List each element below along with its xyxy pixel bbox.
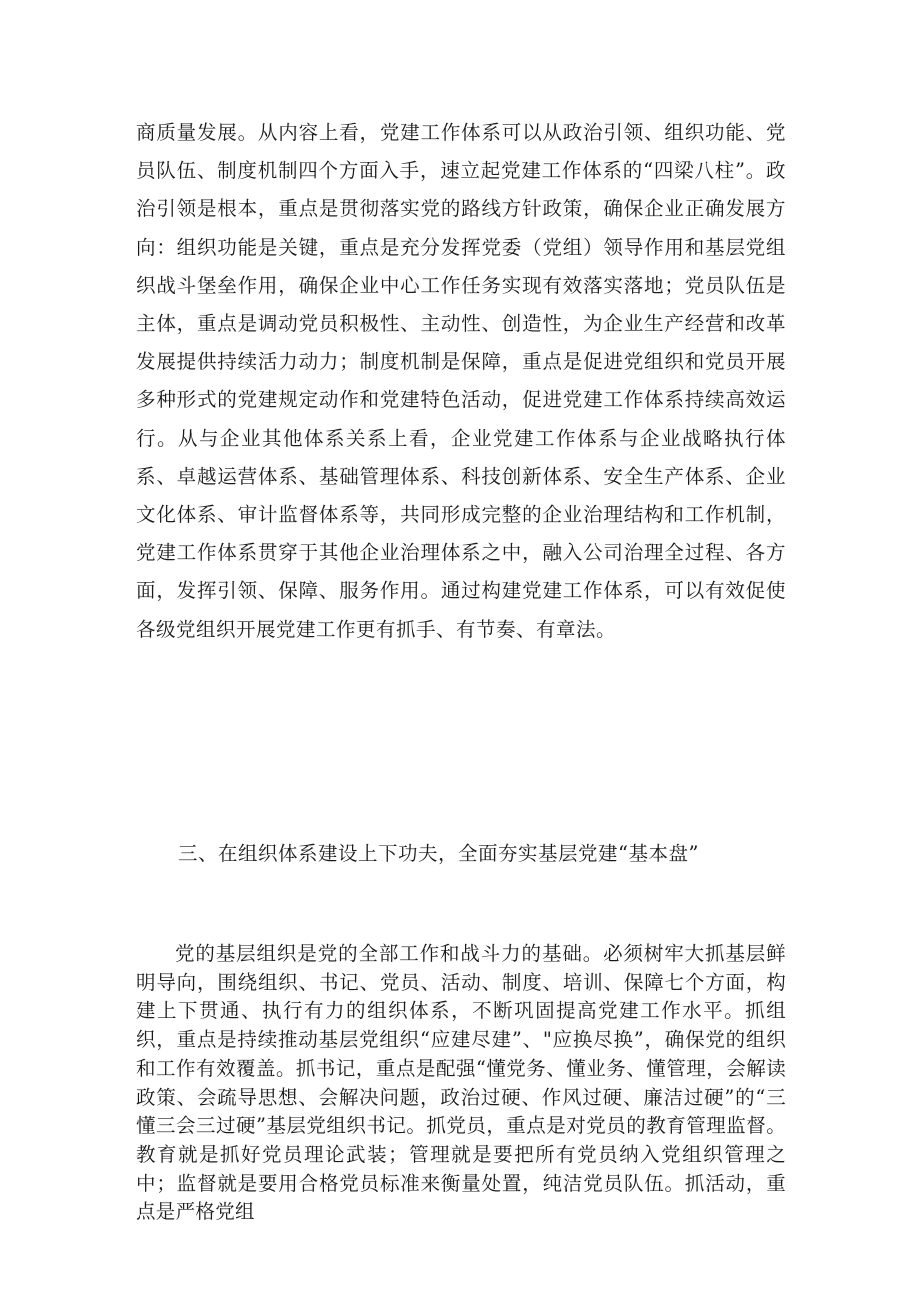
body-paragraph-party-building-system: 商质量发展。从内容上看，党建工作体系可以从政治引领、组织功能、党员队伍、制度机制四个方面入手，速立起党建工作体系的“四梁八柱”。政治引领是根本，重点是贯彻落实党的路线方针政策，确保企业正确发展方向：组织功能是关键，重点是充分发挥党委（党组）领导作用和基层党组织战斗堡垒作用，确保企业中心工作任务实现有效落实落地；党员队伍是主体，重点是调动党员积极性、主动性、创造性，为企业生产经营和改革发展提供持续活力动力；制度机制是保障，重点是促进党组织和党员开展多种形式的党建规定动作和党建特色活动，促进党建工作体系持续高效运行。从与企业其他体系关系上看，企业党建工作体系与企业战略执行体系、卓越运营体系、基础管理体系、科技创新体系、安全生产体系、企业文化体系、审计监督体系等，共同形成完整的企业治理结构和工作机制，党建工作体系贯穿于其他企业治理体系之中，融入公司治理全过程、各方面，发挥引领、保障、服务作用。通过构建党建工作体系，可以有效促使各级党组织开展党建工作更有抓手、有节奏、有章法。 <box>136 121 786 641</box>
body-paragraph-grassroots-organization: 党的基层组织是党的全部工作和战斗力的基础。必须树牢大抓基层鲜明导向，围绕组织、书记、党员、活动、制度、培训、保障七个方面，构建上下贯通、执行有力的组织体系，不断巩固提高党建工作水平。抓组织，重点是持续推动基层党组织“应建尽建”、"应换尽换”，确保党的组织和工作有效覆盖。抓书记，重点是配强“懂党务、懂业务、懂管理，会解读政策、会疏导思想、会解决问题，政治过硬、作风过硬、廉洁过硬”的“三懂三会三过硬”基层党组织书记。抓党员，重点是对党员的教育管理监督。教育就是抓好党员理论武装；管理就是要把所有党员纳入党组织管理之中；监督就是要用合格党员标准来衡量处置，纯洁党员队伍。抓活动，重点是严格党组 <box>136 942 786 1224</box>
section-heading: 三、在组织体系建设上下功夫，全面夯实基层党建“基本盘” <box>178 842 699 865</box>
